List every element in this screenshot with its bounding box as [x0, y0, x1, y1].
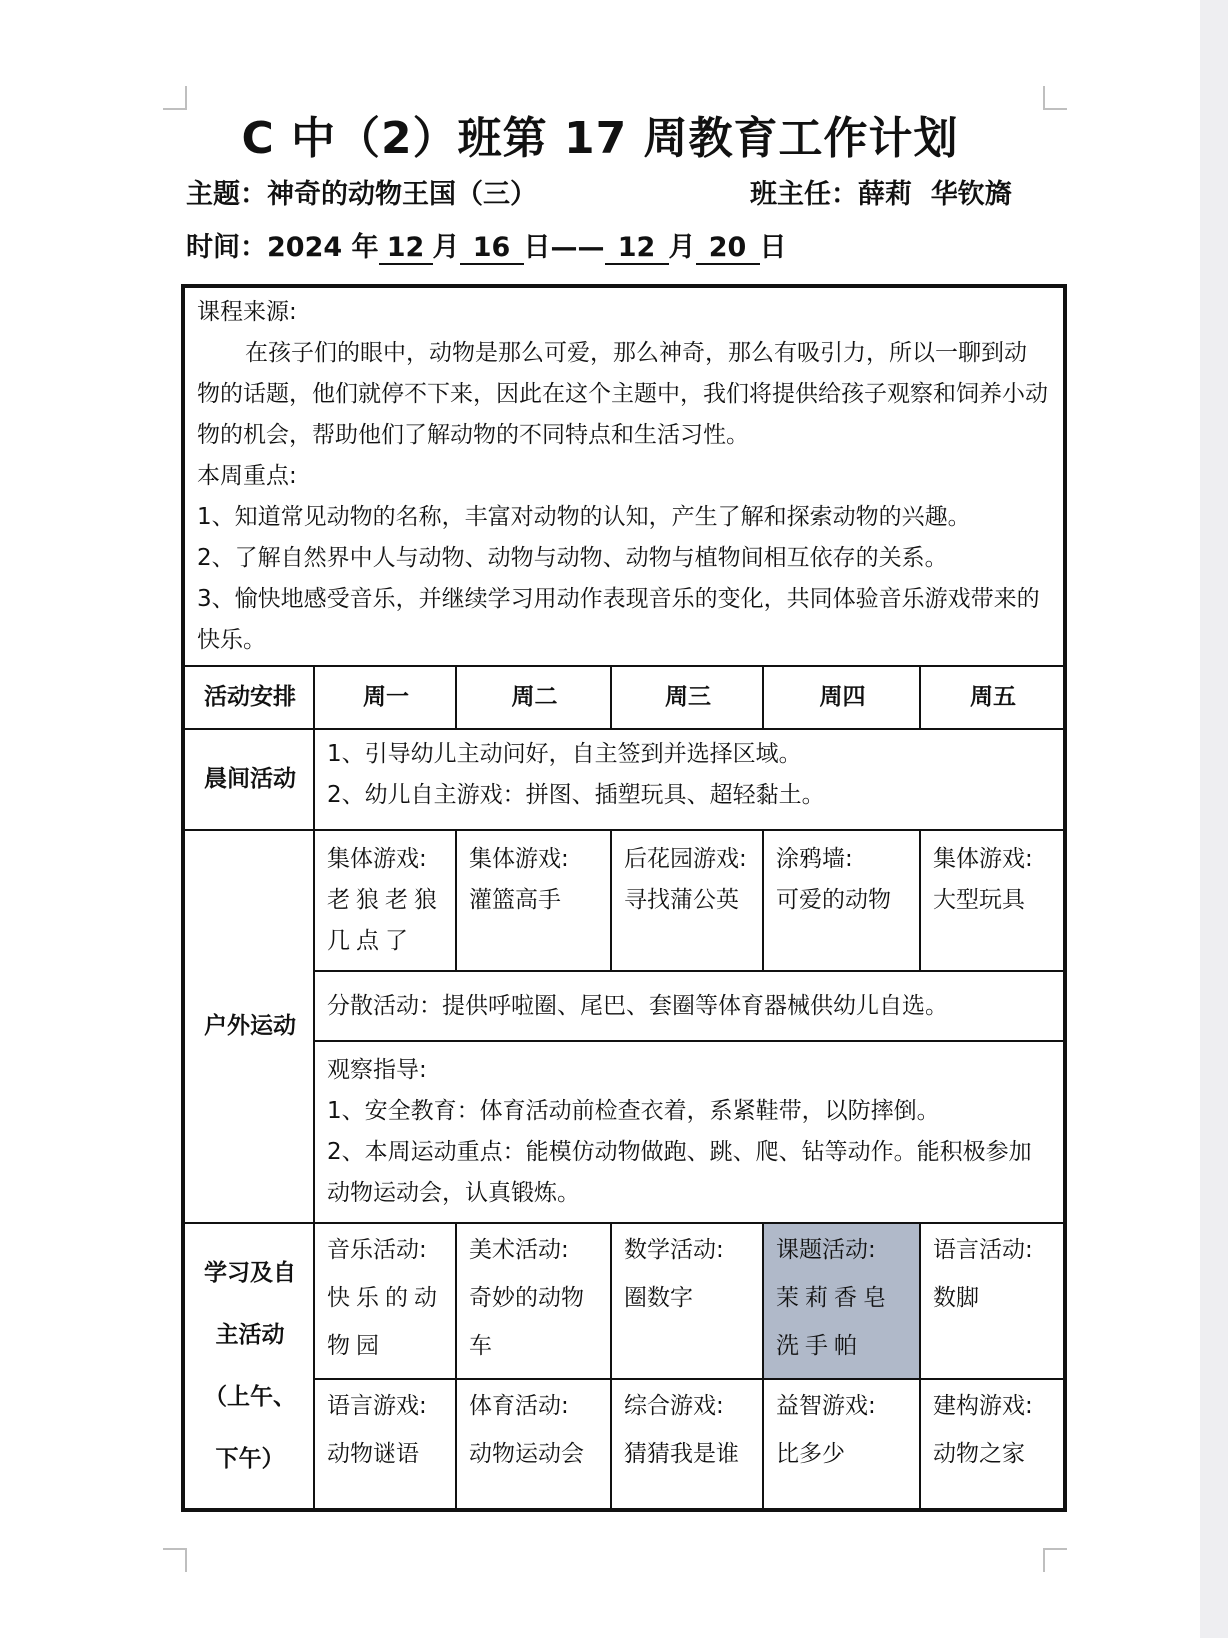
observe-label: 观察指导:: [327, 1057, 427, 1083]
morning-content: [314, 729, 1065, 830]
outdoor-game-tuesday: [456, 830, 611, 971]
study-row-1: [183, 1223, 1065, 1379]
study-wednesday-1: [611, 1223, 763, 1379]
game-title: 涂鸦墙:: [776, 846, 853, 872]
outdoor-game-monday: [314, 830, 456, 971]
activity-content: 比多少: [776, 1441, 845, 1467]
date-year: 2024 年: [267, 232, 379, 263]
date-separator: 日——: [523, 232, 605, 263]
activity-content: 快乐的动物园: [327, 1285, 443, 1359]
study-row-2: [183, 1379, 1065, 1510]
game-content: 大型玩具: [933, 887, 1025, 913]
study-monday-1: [314, 1223, 456, 1379]
intro-cell: [183, 286, 1065, 666]
outdoor-games-row: [183, 830, 1065, 971]
source-text: 在孩子们的眼中，动物是那么可爱，那么神奇，那么有吸引力，所以一聊到动物的话题，他们就停不下来，因此在这个主题中，我们将提供给孩子观察和饲养小动物的机会，帮助他们了解动物的不同特点和生活习性。: [197, 340, 1048, 448]
date-label: 时间：: [186, 232, 267, 263]
activity-content: 奇妙的动物车: [469, 1285, 584, 1359]
outdoor-game-friday: [920, 830, 1065, 971]
game-title: 后花园游戏:: [624, 846, 747, 872]
activity-title: 美术活动:: [469, 1237, 569, 1263]
date-end-month-char: 月: [668, 232, 696, 263]
teacher-value: 薛莉 华钦旖: [858, 179, 1012, 210]
game-title: 集体游戏:: [469, 846, 569, 872]
activity-content: 数脚: [933, 1285, 979, 1311]
study-label-line: 下午）: [215, 1446, 285, 1472]
outdoor-label: 户外运动: [183, 830, 314, 1223]
activity-title: 体育活动:: [469, 1393, 569, 1419]
observe-cell: [314, 1041, 1065, 1223]
activity-content: 动物之家: [933, 1441, 1025, 1467]
focus-item: 1、知道常见动物的名称，丰富对动物的认知，产生了解和探索动物的兴趣。: [197, 504, 971, 530]
schedule-header-row: [183, 666, 1065, 729]
crop-mark-bottom-left: [163, 1548, 187, 1572]
theme-line: [186, 172, 537, 211]
study-label-line: 主活动: [215, 1322, 285, 1348]
teacher-line: [750, 172, 1012, 211]
source-label: 课程来源:: [197, 299, 297, 325]
intro-row: [183, 286, 1065, 666]
theme-value: 神奇的动物王国（三）: [267, 179, 537, 210]
focus-item: 2、了解自然界中人与动物、动物与动物、动物与植物间相互依存的关系。: [197, 545, 948, 571]
date-line: [186, 225, 787, 265]
header-tuesday: 周二: [456, 666, 611, 729]
header-monday: 周一: [314, 666, 456, 729]
activity-title: 数学活动:: [624, 1237, 724, 1263]
study-friday-2: [920, 1379, 1065, 1510]
crop-mark-bottom-right: [1043, 1548, 1067, 1572]
header-wednesday: 周三: [611, 666, 763, 729]
theme-label: 主题：: [186, 179, 267, 210]
study-thursday-2: [763, 1379, 920, 1510]
morning-line: 2、幼儿自主游戏：拼图、插塑玩具、超轻黏土。: [327, 782, 825, 808]
date-end-day: 20: [696, 233, 760, 265]
activity-content: 猜猜我是谁: [624, 1441, 739, 1467]
activity-title: 课题活动:: [776, 1237, 876, 1263]
morning-label: 晨间活动: [183, 729, 314, 830]
date-month-char: 月: [432, 232, 460, 263]
header-friday: 周五: [920, 666, 1065, 729]
date-start-day: 16: [460, 233, 524, 265]
date-end-day-char: 日: [759, 232, 787, 263]
activity-title: 音乐活动:: [327, 1237, 427, 1263]
game-title: 集体游戏:: [327, 846, 427, 872]
activity-content: 动物运动会: [469, 1441, 584, 1467]
game-title: 集体游戏:: [933, 846, 1033, 872]
study-tuesday-2: [456, 1379, 611, 1510]
focus-label: 本周重点:: [197, 463, 297, 489]
study-tuesday-1: [456, 1223, 611, 1379]
focus-item: 3、愉快地感受音乐，并继续学习用动作表现音乐的变化，共同体验音乐游戏带来的快乐。: [197, 586, 1040, 653]
activity-content: 茉莉香皂洗手帕: [776, 1285, 892, 1359]
observe-item: 1、安全教育：体育活动前检查衣着，系紧鞋带，以防摔倒。: [327, 1098, 940, 1124]
study-monday-2: [314, 1379, 456, 1510]
study-friday-1: [920, 1223, 1065, 1379]
study-thursday-1: [763, 1223, 920, 1379]
outdoor-game-thursday: [763, 830, 920, 971]
observe-item: 2、本周运动重点：能模仿动物做跑、跳、爬、钻等动作。能积极参加动物运动会，认真锻炼。: [327, 1139, 1032, 1206]
activity-title: 建构游戏:: [933, 1393, 1033, 1419]
activity-title: 综合游戏:: [624, 1393, 724, 1419]
game-content: 可爱的动物: [776, 887, 891, 913]
game-content: 老狼老狼几点了: [327, 887, 443, 954]
date-end-month: 12: [605, 233, 669, 265]
activity-title: 益智游戏:: [776, 1393, 876, 1419]
outdoor-observe-row: [183, 1041, 1065, 1223]
study-label-line: 学习及自: [204, 1260, 296, 1286]
morning-row: [183, 729, 1065, 830]
study-wednesday-2: [611, 1379, 763, 1510]
activity-content: 圈数字: [624, 1285, 693, 1311]
teacher-label: 班主任：: [750, 179, 858, 210]
date-start-month: 12: [379, 233, 433, 265]
header-thursday: 周四: [763, 666, 920, 729]
activity-content: 动物谜语: [327, 1441, 419, 1467]
activity-title: 语言游戏:: [327, 1393, 427, 1419]
plan-table: [181, 284, 1067, 1512]
morning-line: 1、引导幼儿主动问好，自主签到并选择区域。: [327, 741, 802, 767]
header-activity: 活动安排: [183, 666, 314, 729]
scattered-activity: 分散活动：提供呼啦圈、尾巴、套圈等体育器械供幼儿自选。: [314, 971, 1065, 1041]
game-content: 灌篮高手: [469, 887, 561, 913]
outdoor-game-wednesday: [611, 830, 763, 971]
activity-title: 语言活动:: [933, 1237, 1033, 1263]
game-content: 寻找蒲公英: [624, 887, 739, 913]
page-title: C 中（2）班第 17 周教育工作计划: [241, 113, 959, 164]
scrollbar-track[interactable]: [1200, 0, 1228, 1638]
study-label-line: （上午、: [204, 1384, 296, 1410]
study-label: [183, 1223, 314, 1510]
outdoor-scattered-row: [183, 971, 1065, 1041]
